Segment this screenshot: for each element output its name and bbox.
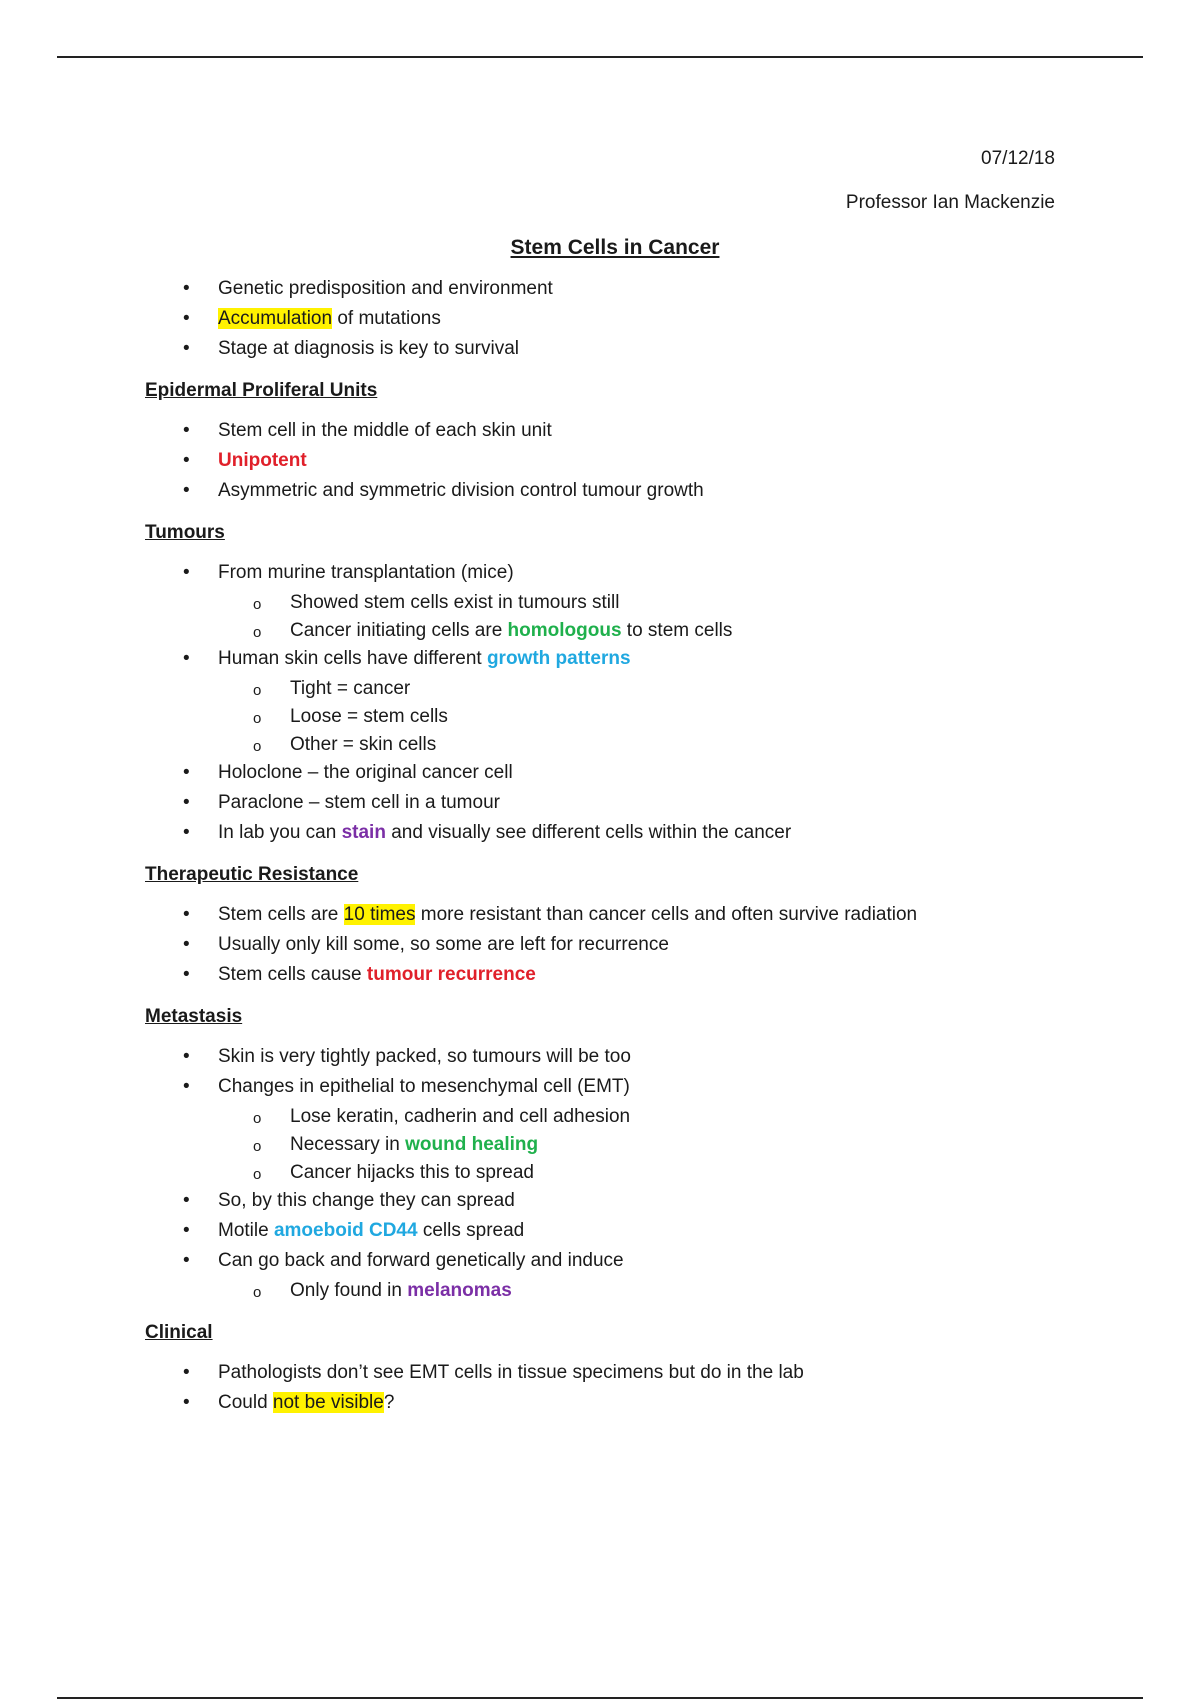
bullet-icon: • [183, 964, 190, 985]
blue-text: amoeboid CD44 [273, 1220, 418, 1241]
section-heading-metastasis: Metastasis [145, 1006, 243, 1027]
sub-list-item [145, 619, 1055, 643]
item-text: Tight = cancer [290, 678, 411, 699]
item-text: Motile [218, 1220, 274, 1241]
item-text: Lose keratin, cadherin and cell adhesion [290, 1106, 631, 1127]
item-text: Other = skin cells [290, 734, 437, 755]
item-text: From murine transplantation (mice) [218, 562, 514, 583]
item-text: of mutations [332, 308, 441, 329]
item-text: ? [383, 1392, 395, 1413]
sub-bullet-icon: o [253, 1138, 262, 1155]
list-item [145, 561, 1055, 585]
list-item [145, 821, 1055, 845]
date: 07/12/18 [981, 148, 1055, 169]
item-text: In lab you can [218, 822, 342, 843]
item-text: Asymmetric and symmetric division control tumour growth [218, 480, 704, 501]
bullet-icon: • [183, 762, 190, 783]
list-item [145, 791, 1055, 815]
green-text: homologous [507, 620, 622, 641]
document-page [145, 140, 1055, 1421]
section-heading-clinical: Clinical [145, 1322, 213, 1343]
item-text: Skin is very tightly packed, so tumours will be too [218, 1046, 631, 1067]
red-text: Unipotent [218, 450, 307, 471]
bullet-icon: • [183, 1076, 190, 1097]
bullet-icon: • [183, 1362, 190, 1383]
list-item [145, 307, 1055, 331]
item-text: Changes in epithelial to mesenchymal cell (EMT) [218, 1076, 630, 1097]
list-item [145, 1249, 1055, 1273]
list-item [145, 449, 1055, 473]
bullet-icon: • [183, 1190, 190, 1211]
item-text: Stage at diagnosis is key to survival [218, 338, 519, 359]
item-text: Paraclone – stem cell in a tumour [218, 792, 500, 813]
item-text: Can go back and forward genetically and induce [218, 1250, 624, 1271]
bullet-icon: • [183, 1392, 190, 1413]
item-text: Usually only kill some, so some are left for recurrence [218, 934, 669, 955]
list-item [145, 1045, 1055, 1069]
sub-list-item [145, 1105, 1055, 1129]
bullet-icon: • [183, 1250, 190, 1271]
page-title: Stem Cells in Cancer [510, 236, 720, 259]
bottom-rule [57, 1697, 1143, 1699]
item-text: Stem cells cause [218, 964, 367, 985]
item-text: Only found in [290, 1280, 408, 1301]
item-text: more resistant than cancer cells and often survive radiation [415, 904, 918, 925]
red-text: tumour recurrence [366, 964, 536, 985]
epidermal-list [145, 419, 1055, 503]
bullet-icon: • [183, 792, 190, 813]
sub-list-item [145, 1161, 1055, 1185]
item-text: Pathologists don’t see EMT cells in tissue specimens but do in the lab [218, 1362, 804, 1383]
highlighted-text: 10 times [343, 904, 416, 925]
metastasis-list [145, 1045, 1055, 1303]
sub-bullet-icon: o [253, 596, 262, 613]
sub-bullet-icon: o [253, 738, 262, 755]
section-heading-therapeutic: Therapeutic Resistance [145, 864, 359, 885]
list-item [145, 1361, 1055, 1385]
purple-text: stain [341, 822, 386, 843]
item-text: cells spread [417, 1220, 525, 1241]
item-text: Holoclone – the original cancer cell [218, 762, 513, 783]
list-item [145, 277, 1055, 301]
bullet-icon: • [183, 1220, 190, 1241]
bullet-icon: • [183, 562, 190, 583]
bullet-icon: • [183, 420, 190, 441]
purple-text: melanomas [407, 1280, 512, 1301]
item-text: So, by this change they can spread [218, 1190, 515, 1211]
item-text: Could [218, 1392, 273, 1413]
sub-list-item [145, 677, 1055, 701]
item-text: Showed stem cells exist in tumours still [290, 592, 620, 613]
highlighted-text: not be visible [272, 1392, 384, 1413]
item-text: Loose = stem cells [290, 706, 448, 727]
sub-bullet-icon: o [253, 682, 262, 699]
list-item [145, 903, 1055, 927]
item-text: Genetic predisposition and environment [218, 278, 553, 299]
list-item [145, 933, 1055, 957]
bullet-icon: • [183, 278, 190, 299]
bullet-icon: • [183, 338, 190, 359]
sub-list-item [145, 1133, 1055, 1157]
list-item [145, 419, 1055, 443]
bullet-icon: • [183, 648, 190, 669]
item-text: Human skin cells have different [218, 648, 487, 669]
item-text: Stem cell in the middle of each skin unit [218, 420, 552, 441]
intro-list [145, 277, 1055, 361]
therapeutic-list [145, 903, 1055, 987]
bullet-icon: • [183, 934, 190, 955]
blue-text: growth patterns [486, 648, 631, 669]
list-item [145, 479, 1055, 503]
sub-bullet-icon: o [253, 710, 262, 727]
item-text: Stem cells are [218, 904, 344, 925]
item-text: to stem cells [621, 620, 733, 641]
sub-list-item [145, 705, 1055, 729]
top-rule [57, 56, 1143, 58]
sub-list-item [145, 1279, 1055, 1303]
bullet-icon: • [183, 822, 190, 843]
list-item [145, 1189, 1055, 1213]
bullet-icon: • [183, 1046, 190, 1067]
item-text: and visually see different cells within the cancer [385, 822, 792, 843]
bullet-icon: • [183, 308, 190, 329]
sub-list-item [145, 591, 1055, 615]
item-text: Cancer hijacks this to spread [290, 1162, 534, 1183]
section-heading-epidermal: Epidermal Proliferal Units [145, 380, 378, 401]
list-item [145, 761, 1055, 785]
sub-bullet-icon: o [253, 1110, 262, 1127]
section-heading-tumours: Tumours [145, 522, 225, 543]
green-text: wound healing [405, 1134, 539, 1155]
sub-bullet-icon: o [253, 1166, 262, 1183]
sub-bullet-icon: o [253, 1284, 262, 1301]
bullet-icon: • [183, 480, 190, 501]
list-item [145, 1075, 1055, 1099]
list-item [145, 647, 1055, 671]
list-item [145, 963, 1055, 987]
bullet-icon: • [183, 904, 190, 925]
list-item [145, 1391, 1055, 1415]
tumours-list [145, 561, 1055, 845]
sub-bullet-icon: o [253, 624, 262, 641]
author: Professor Ian Mackenzie [845, 192, 1055, 213]
bullet-icon: • [183, 450, 190, 471]
sub-list-item [145, 733, 1055, 757]
list-item [145, 1219, 1055, 1243]
item-text: Necessary in [290, 1134, 406, 1155]
highlighted-text: Accumulation [218, 308, 333, 329]
item-text: Cancer initiating cells are [290, 620, 508, 641]
clinical-list [145, 1361, 1055, 1415]
list-item [145, 337, 1055, 361]
